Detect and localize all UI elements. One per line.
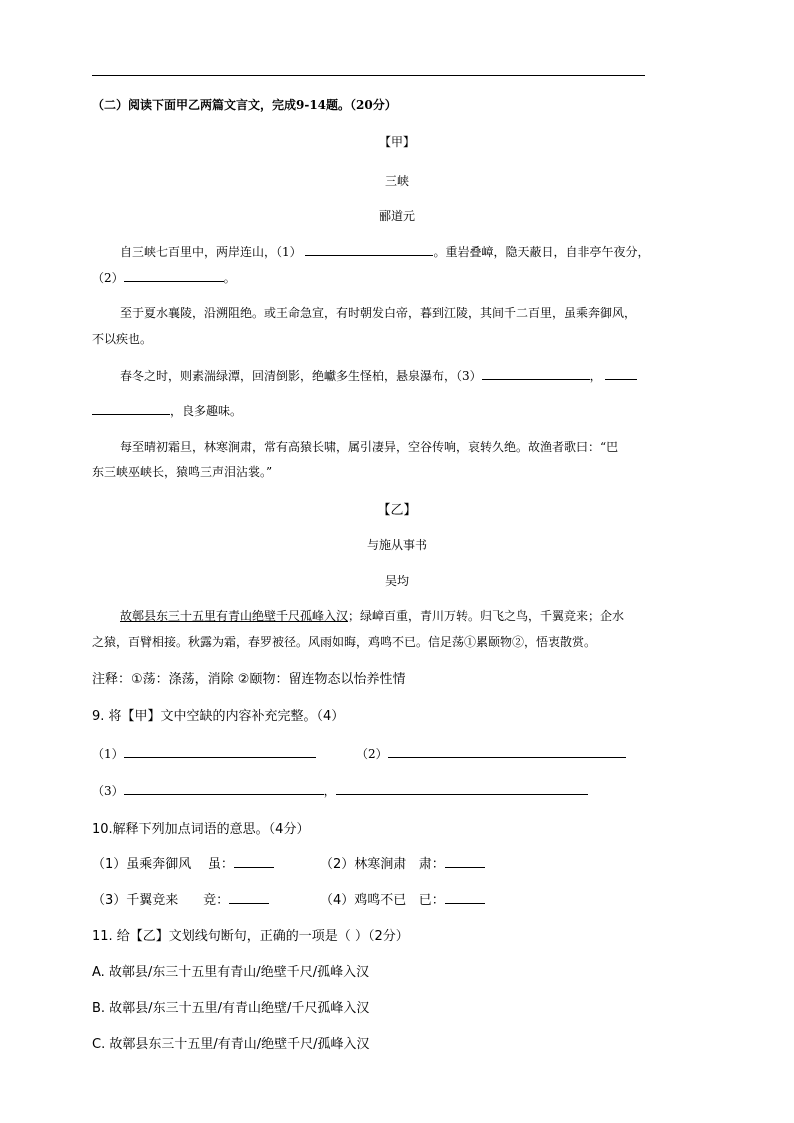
q11-option-c[interactable]: C. 故鄣县东三十五里/有青山/绝壁千尺/孤峰入汉: [92, 1037, 370, 1052]
yi-author: 吴均: [384, 574, 409, 588]
q9-blank-3b[interactable]: [336, 782, 588, 795]
jia-title: 三峡: [384, 174, 409, 188]
jia-p1-c: （2）: [92, 271, 124, 285]
yi-p1-rest: ；绿嶂百重，青川万转。归飞之鸟，千翼竞来；企水: [348, 609, 625, 623]
jia-p4-b: 东三峡巫峡长，猿鸣三声泪沾裳。”: [92, 465, 273, 479]
q9-label-1: （1）: [92, 747, 124, 761]
yi-paragraph-1: [120, 607, 624, 624]
q10-item-3-word: 竞：: [203, 893, 230, 908]
note: 注释：①荡：涤荡，消除 ②颐物：留连物态以怡养性情: [92, 672, 406, 687]
q11-option-a[interactable]: A. 故鄣县/东三十五里有青山/绝壁千尺/孤峰入汉: [92, 965, 370, 980]
jia-paragraph-1: [120, 243, 649, 260]
q10-blank-1[interactable]: [234, 855, 274, 868]
q9-row-3: [92, 782, 588, 799]
jia-blank-3a: [482, 367, 590, 380]
q10-item-4-text: （4）鸡鸣不已: [320, 893, 407, 908]
q10-item-2: [320, 853, 485, 872]
q10-item-3-text: （3）千翼竞来: [92, 893, 179, 908]
q9-row-1: [92, 745, 316, 762]
jia-tag: 【甲】: [378, 135, 415, 149]
q10-item-4-word: 已：: [418, 893, 445, 908]
q10-blank-2[interactable]: [445, 855, 485, 868]
jia-p2-a: 至于夏水襄陵，沿溯阻绝。或王命急宣，有时朝发白帝，暮到江陵，其间千二百里，虽乘奔御风，: [120, 306, 637, 320]
q9-blank-3a[interactable]: [124, 782, 324, 795]
jia-p1-b: 。重岩叠嶂，隐天蔽日，自非亭午夜分，: [433, 245, 650, 259]
q10-title: 10.解释下列加点词语的意思。（4分）: [92, 822, 310, 837]
q11-option-b[interactable]: B. 故鄣县/东三十五里/有青山绝壁/千尺孤峰入汉: [92, 1001, 370, 1016]
q10-item-2-word: 肃：: [418, 857, 445, 872]
jia-author: 郦道元: [378, 209, 415, 223]
jia-p1-a: 自三峡七百里中，两岸连山，（1）: [120, 245, 302, 259]
q9-label-2: （2）: [356, 747, 388, 761]
q10-item-1-word: 虽：: [207, 857, 234, 872]
jia-paragraph-3-cont: [92, 402, 242, 419]
q10-blank-3[interactable]: [229, 891, 269, 904]
q10-item-1: [92, 853, 274, 872]
jia-p4-a: 每至晴初霜旦，林寒涧肃，常有高猿长啸，属引凄异，空谷传响，哀转久绝。故渔者歌曰：“巴: [120, 440, 619, 454]
jia-p2-b: 不以疾也。: [92, 332, 153, 346]
jia-p3-c: ，良多趣味。: [170, 404, 243, 418]
q10-blank-4[interactable]: [445, 891, 485, 904]
jia-blank-2: [124, 269, 224, 282]
q10-item-3: [92, 889, 269, 908]
yi-underlined-sentence: 故鄣县东三十五里有青山绝壁千尺孤峰入汉: [120, 609, 349, 623]
top-rule: [92, 75, 645, 76]
q10-item-2-text: （2）林寒涧肃: [320, 857, 407, 872]
q10-item-1-text: （1）虽乘奔御风: [92, 857, 192, 872]
jia-paragraph-1-cont: [92, 269, 236, 286]
q10-item-4: [320, 889, 485, 908]
q9-blank-2[interactable]: [388, 745, 626, 758]
q9-comma: ，: [323, 784, 336, 798]
q9-label-3: （3）: [92, 784, 124, 798]
jia-paragraph-3: [120, 367, 637, 384]
jia-blank-1: [305, 243, 433, 256]
section-header: （二）阅读下面甲乙两篇文言文，完成9-14题。（20分）: [92, 98, 397, 112]
q11-title: 11. 给【乙】文划线句断句，正确的一项是（ ）（2分）: [92, 929, 409, 944]
jia-p3-b: ，: [589, 369, 602, 383]
q9-title: 9. 将【甲】文中空缺的内容补充完整。（4）: [92, 709, 345, 724]
jia-p3-a: 春冬之时，则素湍绿潭，回清倒影，绝巘多生怪柏，悬泉瀑布，（3）: [120, 369, 482, 383]
q9-row-2: [356, 745, 626, 762]
jia-p1-d: 。: [223, 271, 236, 285]
q9-blank-1[interactable]: [124, 745, 316, 758]
yi-p2: 之猿，百臂相接。秋露为霜，春罗被径。风雨如晦，鸡鸣不已。信足荡①累颐物②，悟衷散赏。: [92, 635, 597, 649]
yi-tag: 【乙】: [377, 503, 417, 518]
jia-blank-3b: [605, 367, 637, 380]
yi-title: 与施从事书: [366, 538, 427, 552]
jia-blank-3c: [92, 402, 170, 415]
